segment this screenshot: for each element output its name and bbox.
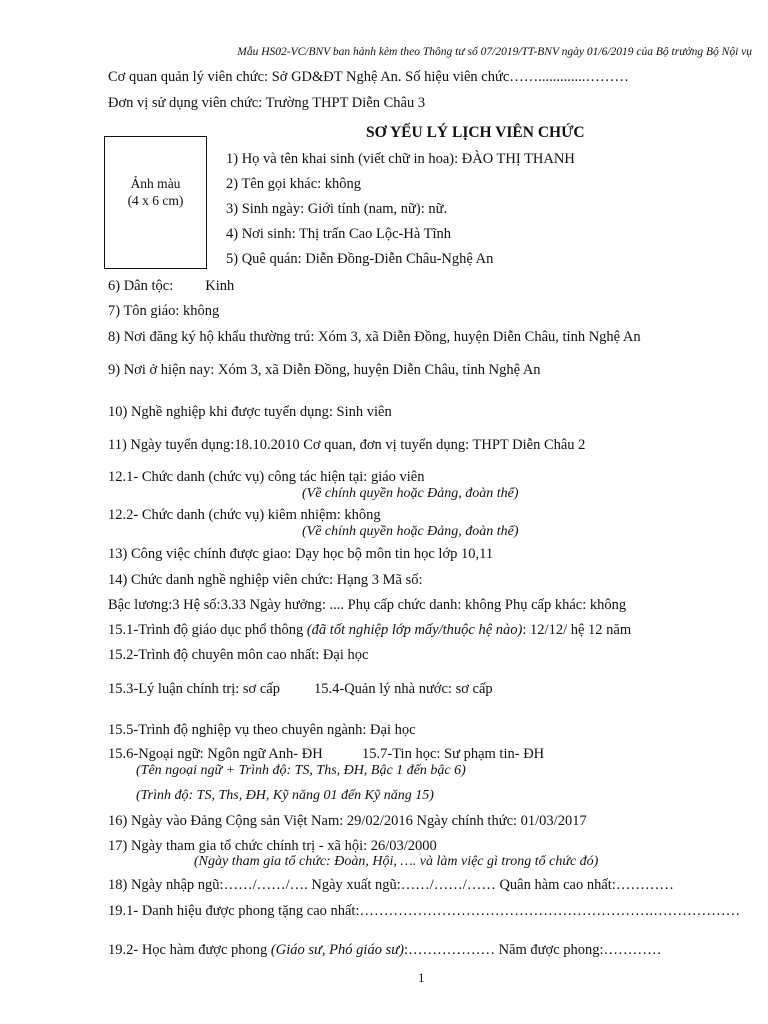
academic-rank-hint: (Giáo sư, Phó giáo sư) [270,942,404,958]
form-header-note: Mẫu HS02-VC/BNV ban hành kèm theo Thông tư số 07/2019/TT-BNV ngày 01/6/2019 của Bộ trưởng Bộ Nội vụ [237,46,752,58]
document-title: SƠ YẾU LÝ LỊCH VIÊN CHỨC [366,124,585,141]
ethnicity-field [108,277,234,295]
main-work-field: 13) Công việc chính được giao: Dạy học bộ môn tin học lớp 10,11 [108,546,494,562]
agency-line: Cơ quan quản lý viên chức: Sở GD&ĐT Nghệ An. Số hiệu viên chức…….............……… [108,69,629,85]
general-education-label: 15.1-Trình độ giáo dục phổ thông [108,622,307,638]
salary-field: Bậc lương:3 Hệ số:3.33 Ngày hưởng: .... Phụ cấp chức danh: không Phụ cấp khác: không [108,597,627,613]
it-note: (Trình độ: TS, Ths, ĐH, Kỹ năng 01 đến Kỹ năng 15) [136,788,434,803]
page-number: 1 [418,970,425,985]
state-management-field: 15.4-Quản lý nhà nước: sơ cấp [314,681,493,697]
highest-degree-field: 15.2-Trình độ chuyên môn cao nhất: Đại học [108,647,369,663]
general-education-hint: (đã tốt nghiệp lớp mấy/thuộc hệ nào) [306,622,523,638]
ethnicity-value: Kinh [205,278,235,294]
general-education-value: : 12/12/ hệ 12 năm [522,622,632,638]
current-position-note: (Về chính quyền hoặc Đảng, đoàn thể) [302,486,519,501]
birthdate-gender-field: 3) Sinh ngày: Giới tính (nam, nữ): nữ. [226,201,448,217]
general-education-field [108,621,631,639]
concurrent-position-field: 12.2- Chức danh (chức vụ) kiêm nhiệm: không [108,507,381,523]
honor-title-field: 19.1- Danh hiệu được phong tặng cao nhất:…………………………………………………….……………… [108,903,741,919]
photo-label: Ảnh màu [130,176,181,191]
photo-size: (4 x 6 cm) [127,193,184,208]
it-skill-field: 15.7-Tin học: Sư phạm tin- ĐH [362,746,545,762]
recruitment-field: 11) Ngày tuyển dụng:18.10.2010 Cơ quan, đơn vị tuyển dụng: THPT Diễn Châu 2 [108,437,586,453]
socio-political-note: (Ngày tham gia tổ chức: Đoàn, Hội, …. và làm việc gì trong tổ chức đó) [194,854,599,869]
academic-rank-field [108,941,662,959]
photo-placeholder [104,136,207,269]
occupation-field: 10) Nghề nghiệp khi được tuyển dụng: Sinh viên [108,404,392,420]
religion-field: 7) Tôn giáo: không [108,303,220,319]
language-note: (Tên ngoại ngữ + Trình độ: TS, Ths, ĐH, Bậc 1 đến bậc 6) [136,763,466,778]
academic-rank-value: :……………… Năm được phong:………… [403,942,662,958]
military-service-field: 18) Ngày nhập ngũ:……/……/…. Ngày xuất ngũ:……/……/…… Quân hàm cao nhất:………… [108,877,674,893]
party-field: 16) Ngày vào Đảng Cộng sản Việt Nam: 29/02/2016 Ngày chính thức: 01/03/2017 [108,813,587,829]
birthplace-field: 4) Nơi sinh: Thị trấn Cao Lộc-Hà Tĩnh [226,226,451,242]
specialized-skill-field: 15.5-Trình độ nghiệp vụ theo chuyên ngành: Đại học [108,722,416,738]
current-address-field: 9) Nơi ở hiện nay: Xóm 3, xã Diễn Đồng, huyện Diễn Châu, tỉnh Nghệ An [108,362,541,378]
unit-line: Đơn vị sử dụng viên chức: Trường THPT Diễn Châu 3 [108,95,426,111]
political-theory-field: 15.3-Lý luận chính trị: sơ cấp [108,681,280,697]
concurrent-position-note: (Về chính quyền hoặc Đảng, đoàn thể) [302,524,519,539]
foreign-language-field: 15.6-Ngoại ngữ: Ngôn ngữ Anh- ĐH [108,746,323,762]
academic-rank-label: 19.2- Học hàm được phong [108,942,271,958]
ethnicity-label: 6) Dân tộc: [108,278,174,294]
professional-title-field: 14) Chức danh nghề nghiệp viên chức: Hạng 3 Mã số: [108,572,423,588]
permanent-address-field: 8) Nơi đăng ký hộ khẩu thường trú: Xóm 3, xã Diễn Đồng, huyện Diễn Châu, tỉnh Nghệ An [108,329,641,345]
other-name-field: 2) Tên gọi khác: không [226,176,362,192]
socio-political-field: 17) Ngày tham gia tổ chức chính trị - xã hội: 26/03/2000 [108,838,437,854]
hometown-field: 5) Quê quán: Diễn Đồng-Diễn Châu-Nghệ An [226,251,494,267]
current-position-field: 12.1- Chức danh (chức vụ) công tác hiện tại: giáo viên [108,469,425,485]
birth-name-field: 1) Họ và tên khai sinh (viết chữ in hoa): ĐÀO THỊ THANH [226,151,575,167]
